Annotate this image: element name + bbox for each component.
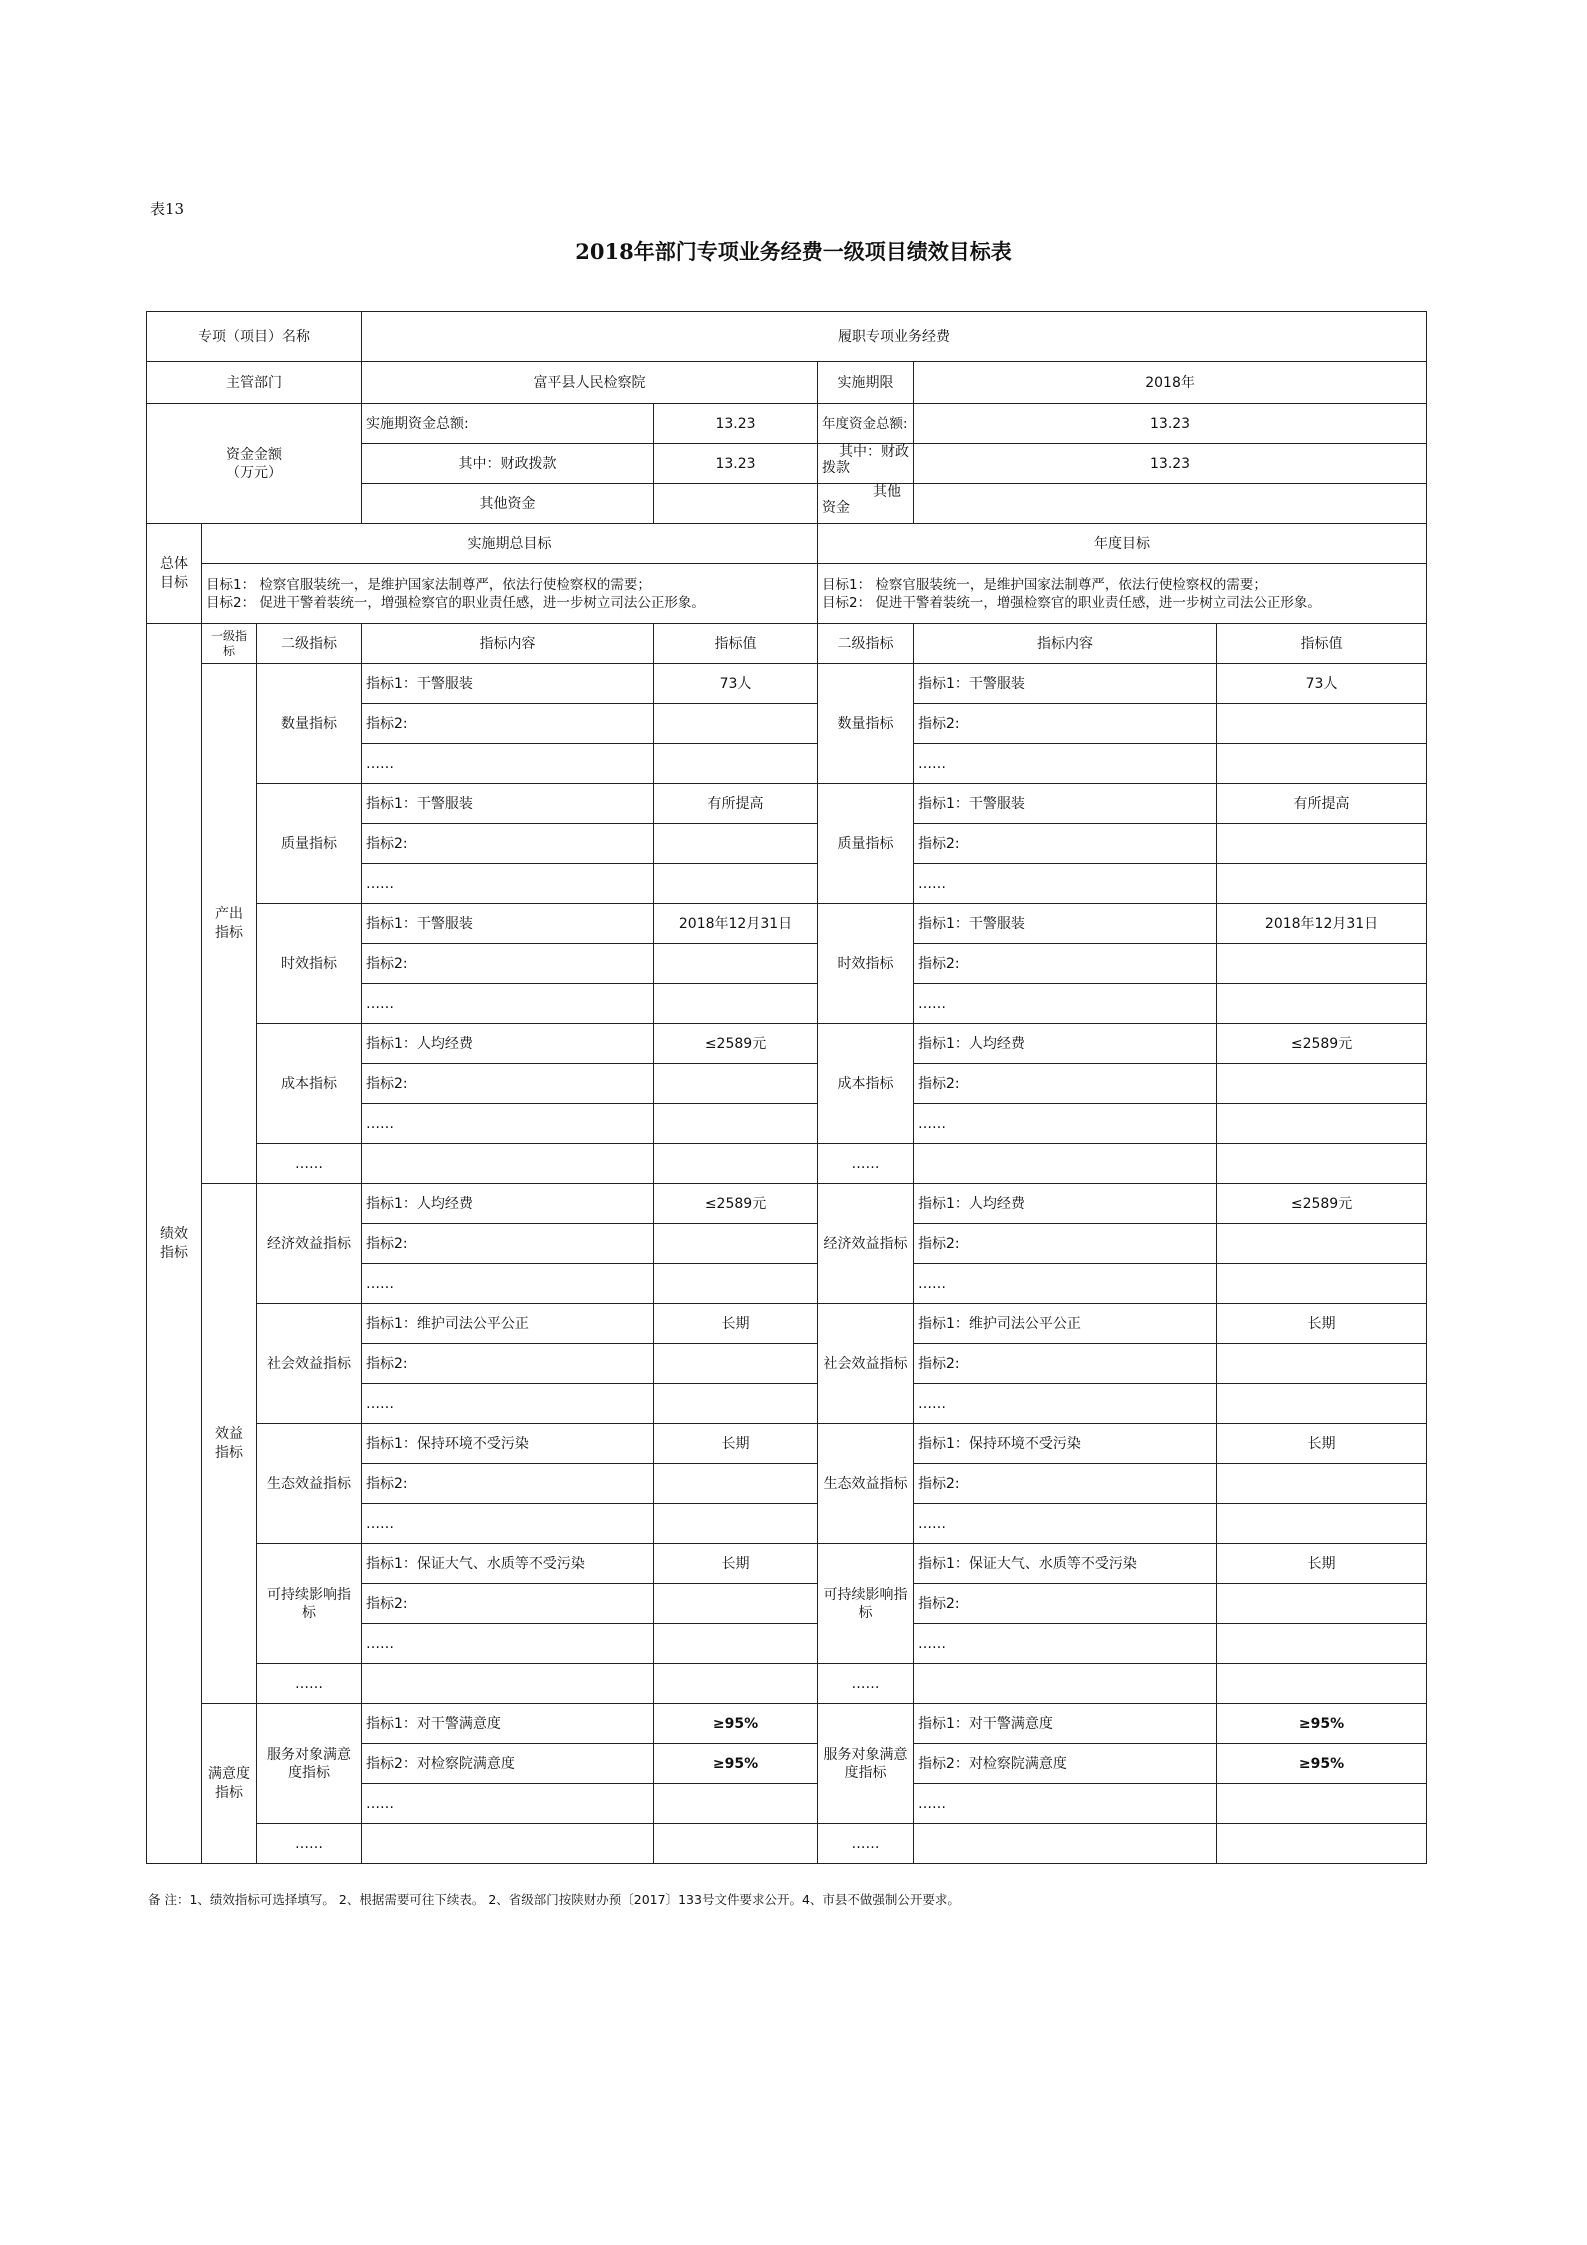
indicator-content [362,1144,654,1184]
annual-indicator-value [1217,744,1427,784]
indicator-content: 指标1：对干警满意度 [362,1704,654,1744]
indicator-content: …… [362,1784,654,1824]
indicator-value [654,984,818,1024]
indicator-value [654,1264,818,1304]
dept-value: 富平县人民检察院 [362,362,818,404]
footnote: 备 注：1、绩效指标可选择填写。 2、根据需要可往下续表。 2、省级部门按陕财办预〔2017〕133号文件要求公开。4、市县不做强制公开要求。 [148,1892,960,1907]
indicator-value: 长期 [654,1304,818,1344]
annual-indicator-content: …… [914,1104,1217,1144]
indicator-content: 指标1：人均经费 [362,1024,654,1064]
annual-indicator-value: 有所提高 [1217,784,1427,824]
annual-indicator-value [1217,1624,1427,1664]
annual-indicator-content: …… [914,1264,1217,1304]
perf-indicators-label: 绩效指标 [147,624,202,1864]
annual-timeliness-group: 时效指标 [818,904,914,1024]
annual-indicator-content: 指标1：维护司法公平公正 [914,1304,1217,1344]
indicator-content: 指标1：维护司法公平公正 [362,1304,654,1344]
indicator-content: 指标2: [362,1064,654,1104]
table-number: 表13 [150,200,185,218]
quality-group: 质量指标 [257,784,362,904]
indicator-value [654,1224,818,1264]
ecological-group: 生态效益指标 [257,1424,362,1544]
annual-social-group: 社会效益指标 [818,1304,914,1424]
fiscal-funds-value: 13.23 [654,444,818,484]
annual-quality-group: 质量指标 [818,784,914,904]
indicator-content: 指标1：保持环境不受污染 [362,1424,654,1464]
indicator-value [654,1624,818,1664]
annual-indicator-content [914,1664,1217,1704]
indicator-content: 指标2: [362,1464,654,1504]
indicator-value [654,1064,818,1104]
annual-indicator-value [1217,1464,1427,1504]
indicator-content: …… [362,1264,654,1304]
indicator-value [654,824,818,864]
indicator-value [654,1784,818,1824]
annual-indicator-value: ≥95% [1217,1704,1427,1744]
sustainable-group: 可持续影响指标 [257,1544,362,1664]
annual-cost-group: 成本指标 [818,1024,914,1144]
cost-group: 成本指标 [257,1024,362,1144]
indicator-value: 有所提高 [654,784,818,824]
indicator-content: 指标2: [362,944,654,984]
annual-indicator-value [1217,984,1427,1024]
annual-indicator-content: 指标2：对检察院满意度 [914,1744,1217,1784]
overall-goals-label: 总体目标 [147,524,202,624]
indicator-content: 指标2: [362,704,654,744]
period-label: 实施期限 [818,362,914,404]
other-funds-value [654,484,818,524]
indicator-content [362,1824,654,1864]
more-group: …… [257,1664,362,1704]
annual-indicator-content: 指标1：保证大气、水质等不受污染 [914,1544,1217,1584]
content-header: 指标内容 [362,624,654,664]
indicator-content: 指标2: [362,1344,654,1384]
annual-indicator-value: ≤2589元 [1217,1024,1427,1064]
output-category: 产出指标 [202,664,257,1184]
level1-header: 一级指标 [202,624,257,664]
annual-indicator-value [1217,944,1427,984]
annual-indicator-content: 指标1：对干警满意度 [914,1704,1217,1744]
annual-indicator-content: 指标2: [914,824,1217,864]
annual-indicator-content: 指标2: [914,1464,1217,1504]
total-funds-label: 实施期资金总额: [362,404,654,444]
annual-indicator-value [1217,1504,1427,1544]
annual-funds-label: 年度资金总额: [818,404,914,444]
indicator-value: ≤2589元 [654,1024,818,1064]
indicator-value [654,704,818,744]
annual-indicator-content: 指标2: [914,704,1217,744]
quantity-group: 数量指标 [257,664,362,784]
total-funds-value: 13.23 [654,404,818,444]
indicator-content: 指标1：干警服装 [362,904,654,944]
project-name-value: 履职专项业务经费 [362,312,1427,362]
annual-content-header: 指标内容 [914,624,1217,664]
indicator-content: …… [362,864,654,904]
indicator-value [654,864,818,904]
indicator-value [654,1144,818,1184]
annual-indicator-value: ≤2589元 [1217,1184,1427,1224]
dept-label: 主管部门 [147,362,362,404]
value-header: 指标值 [654,624,818,664]
indicator-content: …… [362,744,654,784]
economic-group: 经济效益指标 [257,1184,362,1304]
annual-indicator-value [1217,1144,1427,1184]
annual-more-group: …… [818,1824,914,1864]
indicator-value: ≥95% [654,1744,818,1784]
annual-quantity-group: 数量指标 [818,664,914,784]
annual-goal-header: 年度目标 [818,524,1427,564]
annual-indicator-value: 长期 [1217,1544,1427,1584]
annual-indicator-content [914,1144,1217,1184]
indicator-value [654,944,818,984]
indicator-value [654,1104,818,1144]
annual-goal-text: 目标1： 检察官服装统一，是维护国家法制尊严，依法行使检察权的需要； 目标2： 促进干警着装统一，增强检察官的职业责任感，进一步树立司法公正形象。 [818,564,1427,624]
indicator-value [654,1384,818,1424]
service-group: 服务对象满意度指标 [257,1704,362,1824]
annual-indicator-content: 指标2: [914,1064,1217,1104]
more-group: …… [257,1144,362,1184]
level2-header: 二级指标 [257,624,362,664]
annual-indicator-content: …… [914,744,1217,784]
indicator-content: 指标1：保证大气、水质等不受污染 [362,1544,654,1584]
annual-service-group: 服务对象满意度指标 [818,1704,914,1824]
annual-other-value [914,484,1427,524]
annual-indicator-value [1217,1664,1427,1704]
annual-indicator-value [1217,1064,1427,1104]
indicator-value [654,1504,818,1544]
annual-indicator-value [1217,824,1427,864]
indicator-content: 指标1：人均经费 [362,1184,654,1224]
indicator-content: 指标1：干警服装 [362,664,654,704]
indicator-content: …… [362,1384,654,1424]
indicator-content: 指标2: [362,1584,654,1624]
indicator-value: 2018年12月31日 [654,904,818,944]
annual-indicator-value [1217,1584,1427,1624]
indicator-value: ≥95% [654,1704,818,1744]
other-funds-label: 其他资金 [362,484,654,524]
annual-indicator-content: 指标1：干警服装 [914,784,1217,824]
annual-more-group: …… [818,1144,914,1184]
indicator-value [654,744,818,784]
period-goal-text: 目标1： 检察官服装统一，是维护国家法制尊严，依法行使检察权的需要； 目标2： 促进干警着装统一，增强检察官的职业责任感，进一步树立司法公正形象。 [202,564,818,624]
indicator-content: 指标2: [362,1224,654,1264]
satisfaction-category: 满意度指标 [202,1704,257,1864]
timeliness-group: 时效指标 [257,904,362,1024]
indicator-content: 指标1：干警服装 [362,784,654,824]
annual-indicator-value [1217,1224,1427,1264]
indicator-content: …… [362,984,654,1024]
annual-indicator-value [1217,1344,1427,1384]
indicator-value: 73人 [654,664,818,704]
annual-other-label: 其他 资金 [818,484,914,524]
period-goal-header: 实施期总目标 [202,524,818,564]
annual-indicator-content: …… [914,1784,1217,1824]
annual-value-header: 指标值 [1217,624,1427,664]
annual-indicator-content: …… [914,864,1217,904]
indicator-value [654,1664,818,1704]
annual-sustainable-group: 可持续影响指标 [818,1544,914,1664]
indicator-value [654,1464,818,1504]
annual-economic-group: 经济效益指标 [818,1184,914,1304]
annual-indicator-content: 指标1：人均经费 [914,1024,1217,1064]
annual-indicator-value [1217,1784,1427,1824]
annual-ecological-group: 生态效益指标 [818,1424,914,1544]
annual-fiscal-label: 其中：财政 拨款 [818,444,914,484]
indicator-content: …… [362,1624,654,1664]
annual-indicator-value [1217,1104,1427,1144]
indicator-value [654,1344,818,1384]
annual-indicator-value: 长期 [1217,1304,1427,1344]
annual-indicator-value: 73人 [1217,664,1427,704]
annual-indicator-content: 指标2: [914,1224,1217,1264]
indicator-content: 指标2：对检察院满意度 [362,1744,654,1784]
annual-indicator-content: …… [914,1384,1217,1424]
annual-indicator-value [1217,704,1427,744]
annual-indicator-value [1217,1384,1427,1424]
annual-fiscal-value: 13.23 [914,444,1427,484]
social-group: 社会效益指标 [257,1304,362,1424]
indicator-value [654,1824,818,1864]
annual-indicator-value: 长期 [1217,1424,1427,1464]
annual-indicator-content [914,1824,1217,1864]
funds-label: 资金金额 （万元） [147,404,362,524]
annual-indicator-value: ≥95% [1217,1744,1427,1784]
period-value: 2018年 [914,362,1427,404]
annual-indicator-value [1217,1824,1427,1864]
indicator-content [362,1664,654,1704]
annual-level2-header: 二级指标 [818,624,914,664]
annual-more-group: …… [818,1664,914,1704]
annual-indicator-content: 指标1：干警服装 [914,904,1217,944]
page-title: 2018年部门专项业务经费一级项目绩效目标表 [575,239,1012,264]
annual-indicator-content: 指标2: [914,1584,1217,1624]
indicator-content: 指标2: [362,824,654,864]
indicator-content: …… [362,1504,654,1544]
indicator-value: ≤2589元 [654,1184,818,1224]
annual-indicator-content: 指标1：干警服装 [914,664,1217,704]
annual-funds-value: 13.23 [914,404,1427,444]
more-group: …… [257,1824,362,1864]
project-name-label: 专项（项目）名称 [147,312,362,362]
indicator-value [654,1584,818,1624]
annual-indicator-value: 2018年12月31日 [1217,904,1427,944]
annual-indicator-value [1217,1264,1427,1304]
annual-indicator-content: 指标2: [914,944,1217,984]
annual-indicator-content: 指标2: [914,1344,1217,1384]
indicator-content: …… [362,1104,654,1144]
performance-table [146,311,1427,1864]
annual-indicator-content: …… [914,1504,1217,1544]
annual-indicator-content: …… [914,1624,1217,1664]
indicator-value: 长期 [654,1544,818,1584]
indicator-value: 长期 [654,1424,818,1464]
annual-indicator-value [1217,864,1427,904]
fiscal-funds-label: 其中：财政拨款 [362,444,654,484]
annual-indicator-content: 指标1：人均经费 [914,1184,1217,1224]
annual-indicator-content: …… [914,984,1217,1024]
benefit-category: 效益指标 [202,1184,257,1704]
annual-indicator-content: 指标1：保持环境不受污染 [914,1424,1217,1464]
